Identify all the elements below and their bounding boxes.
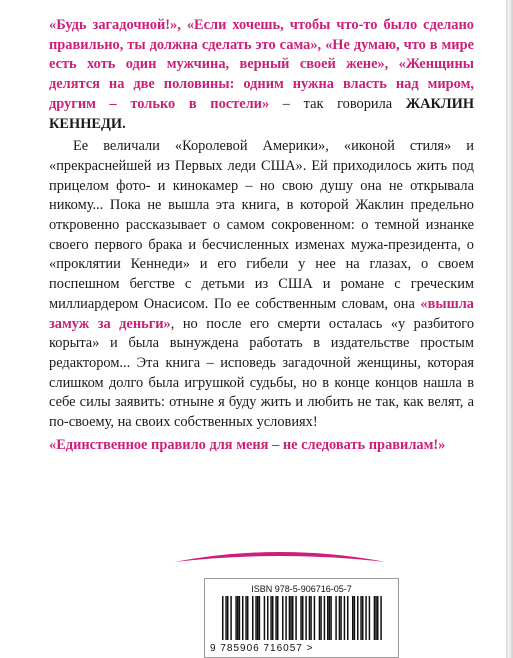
barcode-bar <box>289 596 291 640</box>
barcode-label <box>204 578 399 658</box>
barcode-bar <box>282 596 284 640</box>
paragraph-quotes <box>49 16 474 134</box>
paragraph-description <box>49 137 474 433</box>
description-part-2: , но после его смерти осталась «у разбитого корыта» и была вынуждена работать в издательстве простым редактором... Эта книга – исповедь загадочной женщины, которая слишком долго была игрушкой судьбы, но в конце концов нашла в себе силы заявить: отныне я буду жить и любить не так, как велят, а по-своему, на своих собственных условиях! <box>49 315 475 431</box>
barcode-bar <box>292 596 294 640</box>
description-pink-phrase: «вышла замуж за деньги» <box>49 295 474 332</box>
barcode-bar <box>290 596 292 640</box>
barcode-bar <box>242 596 244 640</box>
barcode-bar <box>319 596 321 640</box>
barcode-bar <box>377 596 379 640</box>
barcode-bar <box>314 596 316 640</box>
pink-quotes: «Будь загадочной!», «Если хочешь, чтобы что-то было сделано правильно, ты должна сделать это сама», «Не думаю, что в мире есть хоть один мужчина, верный своей жене», «Женщины делятся на две половины: одним нужна власть над миром, другим – только в постели» <box>49 17 474 112</box>
barcode-bar <box>252 596 254 640</box>
barcode-bar <box>347 596 349 640</box>
back-cover-text <box>49 16 474 455</box>
barcode-bar <box>272 596 274 640</box>
barcode-bar <box>362 596 364 640</box>
barcode-bar <box>245 596 247 640</box>
barcode-bar <box>329 596 331 640</box>
barcode-bar <box>235 596 237 640</box>
barcode-bar <box>309 596 311 640</box>
barcode-bar <box>375 596 377 640</box>
barcode-bar <box>285 596 287 640</box>
barcode-bar <box>275 596 277 640</box>
quote-attribution: – так говорила <box>269 95 406 112</box>
barcode-bar <box>380 596 382 640</box>
barcode-bar <box>360 596 362 640</box>
isbn-text: ISBN 978-5-906716-05-7 <box>251 584 352 594</box>
barcode-bar <box>330 596 332 640</box>
barcode-bar <box>267 596 269 640</box>
barcode-bar <box>302 596 304 640</box>
barcode-bar <box>365 596 367 640</box>
barcode-digits: 9 785906 716057 > <box>210 643 314 654</box>
barcode-bar <box>327 596 329 640</box>
barcode-bars <box>222 596 382 640</box>
barcode-bar <box>239 596 241 640</box>
barcode-bar <box>300 596 302 640</box>
barcode-bar <box>270 596 272 640</box>
barcode-bar <box>264 596 266 640</box>
decorative-swoosh <box>170 540 390 570</box>
barcode-bar <box>277 596 279 640</box>
barcode-bar <box>369 596 371 640</box>
barcode-bar <box>340 596 342 640</box>
barcode-bar <box>324 596 326 640</box>
barcode-bar <box>305 596 307 640</box>
barcode-bar <box>320 596 322 640</box>
barcode-bar <box>295 596 297 640</box>
barcode-bar <box>225 596 227 640</box>
description-part-1: Ее величали «Королевой Америки», «иконой стиля» и «прекраснейшей из Первых леди США». Ей приходилось жить под прицелом фото- и кинокамер – но свою душу она не открывала никому... Пока не вышла эта книга, в которой Жаклин предельно откровенно рассказывает о самом сокровенном: о темной изнанке своего первого брака и бесчисленных изменах мужа-президента, о «проклятии Кеннеди» и его гибели у нее на глазах, о своем поспешном бегстве с детьми из США и романе с греческим миллиардером Онасисом. По ее собственным словам, она <box>49 138 474 312</box>
closing-quote: «Единственное правило для меня – не следовать правилам!» <box>49 436 446 453</box>
author-name: ЖАКЛИН КЕННЕДИ. <box>49 95 475 132</box>
barcode-bar <box>222 596 224 640</box>
barcode-bar <box>237 596 239 640</box>
book-spine-edge <box>506 0 513 658</box>
barcode-bar <box>259 596 261 640</box>
barcode-bar <box>374 596 376 640</box>
barcode-bar <box>227 596 229 640</box>
barcode-bar <box>339 596 341 640</box>
barcode-bar <box>354 596 356 640</box>
barcode-bar <box>255 596 257 640</box>
barcode-bar <box>335 596 337 640</box>
barcode-bar <box>257 596 259 640</box>
barcode-bar <box>310 596 312 640</box>
barcode-bar <box>352 596 354 640</box>
barcode-bar <box>247 596 249 640</box>
barcode-bar <box>230 596 232 640</box>
barcode-bar <box>357 596 359 640</box>
barcode-bar <box>344 596 346 640</box>
